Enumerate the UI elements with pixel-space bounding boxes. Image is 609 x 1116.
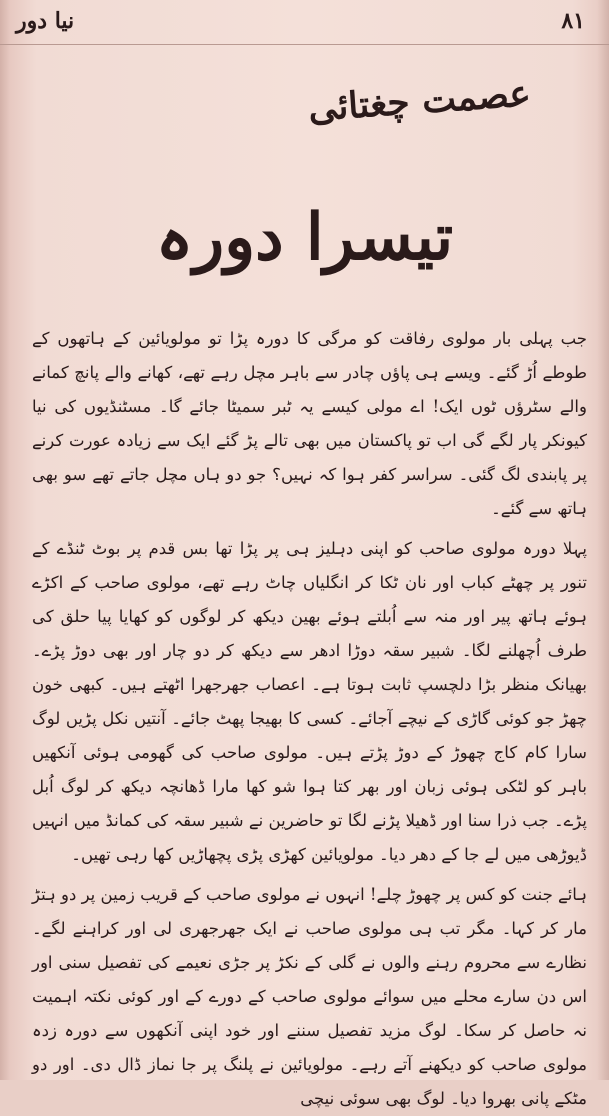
story-title: تیسرا دورہ xyxy=(155,200,454,275)
paragraph: ہائے جنت کو کس پر چھوڑ چلے! انہوں نے مولوی صاحب کے قریب زمین پر دو ہتڑ مار کر کہا۔ مگر تب ہی مولوی صاحب نے ایک جھرجھری لی اور کراہنے لگے۔ نظارے سے محروم رہنے والوں نے گلی کے نکڑ پر جڑی نعیمے کی تفصیل سنی اور اس دن سارے محلے میں سوائے مولوی صاحب کے دورے کے اور کوئی نکتہ اہمیت نہ حاصل کر سکا۔ لوگ مزید تفصیل سننے اور خود اپنی آنکھوں سے دورہ زدہ مولوی صاحب کو دیکھنے آتے رہے۔ مولویائین نے پلنگ پر جا نماز ڈال دی۔ اور دو مٹکے پانی بھروا دیا۔ لوگ بھی سوئی نیچی xyxy=(32,885,587,1108)
author-name: عصمت چغتائی xyxy=(306,72,533,130)
paragraph: پہلا دورہ مولوی صاحب کو اپنی دہلیز ہی پر پڑا تھا بس قدم پر بوٹ ٹنڈے کے تنور پر چھٹے کباب اور نان ٹکا کر انگلیاں چاٹ رہے تھے، مولوی صاحب کے اکڑے ہوئے ہاتھ پیر اور منہ سے اُبلتے ہوئے بھین دیکھ کر لوگوں کو کھایا پیا حلق کی طرف اُچھلنے لگا۔ شبیر سقہ دوڑا ادھر سے دیکھ کر دو چار اور بھی دوڑ پڑے۔ بھیانک منظر بڑا دلچسپ ثابت ہوتا ہے۔ اعصاب جھرجھرا اٹھتے ہیں۔ کبھی خون چھڑ جو کوئی گاڑی کے نیچے آجائے۔ کسی کا بھیجا پھٹ جائے۔ آنتیں نکل پڑیں لوگ سارا کام کاج چھوڑ کے دوڑ پڑتے ہیں۔ مولوی صاحب کی گھومی ہوئی آنکھیں باہر کو لٹکی ہوئی زبان اور بھر کتا ہوا شو کھا مارا ڈھانچہ دیکھ کر لوگ اُبل پڑے۔ جب ذرا سنا اور ڈھیلا پڑنے لگا تو حاضرین نے شبیر سقہ کی کمانڈ میں انہیں ڈیوڑھی میں لے جا کے دھر دیا۔ مولویائین کھڑی پڑی پچھاڑیں کھا رہی تھیں۔ xyxy=(32,539,587,864)
page-edge-shadow xyxy=(0,0,10,1080)
header-rule xyxy=(0,44,609,45)
running-head: نیا دور xyxy=(16,8,75,34)
paragraph: جب پہلی بار مولوی رفاقت کو مرگی کا دورہ پڑا تو مولویائین کے ہاتھوں کے طوطے اُڑ گئے۔ ویسے ہی پاؤں چادر سے باہر مچل رہے تھے، کھانے والے پانچ کمانے والے سٹرؤں ٹوں ایک! اے مولی کیسے یہ ٹبر سمیٹا جائے گا۔ مسٹنڈیوں کی نیا کیونکر پار لگے گی اب تو پاکستان میں بھی تالے پڑ گئے ایک سے زیادہ عورت کرنے پر پابندی لگ گئی۔ سراسر کفر ہوا کہ نہیں؟ جو دو ہاں مچل جاتے تھے سو بھی ہاتھ سے گئے۔ xyxy=(32,329,587,518)
page-number: ۸۱ xyxy=(561,8,585,34)
story-body xyxy=(32,322,587,1116)
binding-shadow xyxy=(597,0,609,1080)
